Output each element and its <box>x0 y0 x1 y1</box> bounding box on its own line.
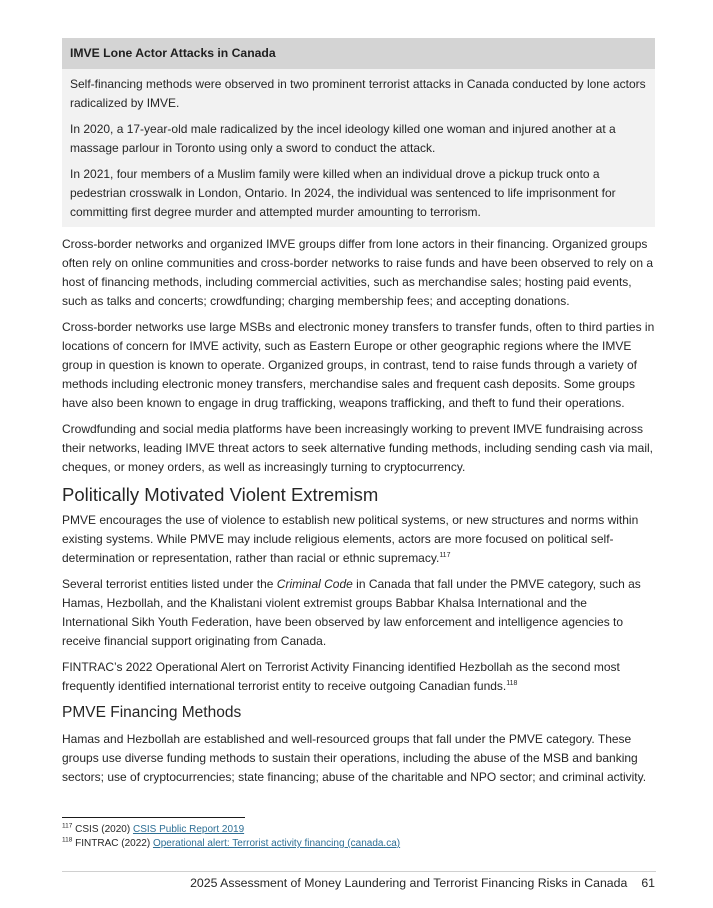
fintrac-alert-text: FINTRAC’s 2022 Operational Alert on Terrorist Activity Financing identified Hezbollah as the second most frequently identified international terrorist entity to receive outgoing Canadian funds. <box>62 660 620 693</box>
entities-text-pre: Several terrorist entities listed under the <box>62 577 277 591</box>
footnotes <box>62 823 400 851</box>
footnote-source: CSIS (2020) <box>75 824 131 835</box>
body-paragraph <box>62 658 655 696</box>
entities-text-post: in Canada that fall under the PMVE category, such as Hamas, Hezbollah, and the Khalistani violent extremist groups Babbar Khalsa International and the International Sikh Youth Federation, have been observed by law enforcement and intelligence agencies to receive financial support originating from Canada. <box>62 577 641 648</box>
body-paragraph <box>62 511 655 568</box>
page-number: 61 <box>641 876 655 890</box>
footnote-item <box>62 837 400 851</box>
callout-paragraph: Self-financing methods were observed in two prominent terrorist attacks in Canada conducted by lone actors radicalized by IMVE. <box>70 77 646 110</box>
footnote-link[interactable]: Operational alert: Terrorist activity financing (canada.ca) <box>152 838 401 849</box>
body-paragraph: Hamas and Hezbollah are established and well-resourced groups that fall under the PMVE category. These groups use diverse funding methods to sustain their operations, including the abuse of the MSB and banking sectors; use of cryptocurrencies; state financing; abuse of the charitable and NPO sector; and criminal activity. <box>62 732 647 784</box>
body-paragraph: Cross-border networks use large MSBs and electronic money transfers to transfer funds, often to third parties in locations of concern for IMVE activity, such as Eastern Europe or other geographic regions where the IMVE group in question is known to operate. Organized groups, in contrast, tend to raise funds through a variety of methods including electronic money transfers, merchandise sales and frequent cash deposits. Some groups have also been known to engage in drug trafficking, weapons trafficking, and theft to fund their operations. <box>62 320 655 410</box>
footnote-item <box>62 823 400 837</box>
footnote-ref[interactable]: 118 <box>506 680 518 687</box>
footnote-number: 117 <box>62 822 73 830</box>
footnote-ref[interactable]: 117 <box>439 552 451 559</box>
footnote-number: 118 <box>62 836 73 844</box>
body-paragraph: Cross-border networks and organized IMVE groups differ from lone actors in their financing. Organized groups often rely on online communities and cross-border networks to raise funds and have been observed to rely on a host of financing methods, including commercial activities, such as merchandise sales; hosting paid events, such as talks and concerts; crowdfunding; charging membership fees; and accepting donations. <box>62 237 653 308</box>
callout-body <box>62 69 655 227</box>
section-heading: Politically Motivated Violent Extremism <box>62 484 379 505</box>
page-content <box>62 38 655 787</box>
criminal-code-italic: Criminal Code <box>276 577 353 591</box>
footnote-link[interactable]: CSIS Public Report 2019 <box>132 824 245 835</box>
footnote-source: FINTRAC (2022) <box>75 838 151 849</box>
subsection-heading: PMVE Financing Methods <box>62 704 242 721</box>
document-title: 2025 Assessment of Money Laundering and Terrorist Financing Risks in Canada <box>190 876 628 890</box>
footnote-divider <box>62 817 245 818</box>
body-paragraph <box>62 575 655 651</box>
pmve-intro-text: PMVE encourages the use of violence to establish new political systems, or new structures and norms within existing systems. While PMVE may include religious elements, actors are more focused on political self-determination or representation, rather than racial or ethnic supremacy. <box>62 513 639 565</box>
callout-paragraph: In 2020, a 17-year-old male radicalized by the incel ideology killed one woman and injured another at a massage parlour in Toronto using only a sword to conduct the attack. <box>70 122 616 155</box>
callout-title: IMVE Lone Actor Attacks in Canada <box>62 38 655 69</box>
footer-divider <box>62 871 656 872</box>
body-paragraph: Crowdfunding and social media platforms have been increasingly working to prevent IMVE fundraising across their networks, leading IMVE threat actors to seek alternative funding methods, including sending cash via mail, cheques, or money orders, as well as increasingly turning to cryptocurrency. <box>62 422 653 474</box>
page-footer <box>190 876 655 890</box>
callout-paragraph: In 2021, four members of a Muslim family were killed when an individual drove a pickup truck onto a pedestrian crosswalk in London, Ontario. In 2024, the individual was sentenced to life imprisonment for committing first degree murder and attempted murder amounting to terrorism. <box>70 167 616 219</box>
callout-box <box>62 38 655 227</box>
